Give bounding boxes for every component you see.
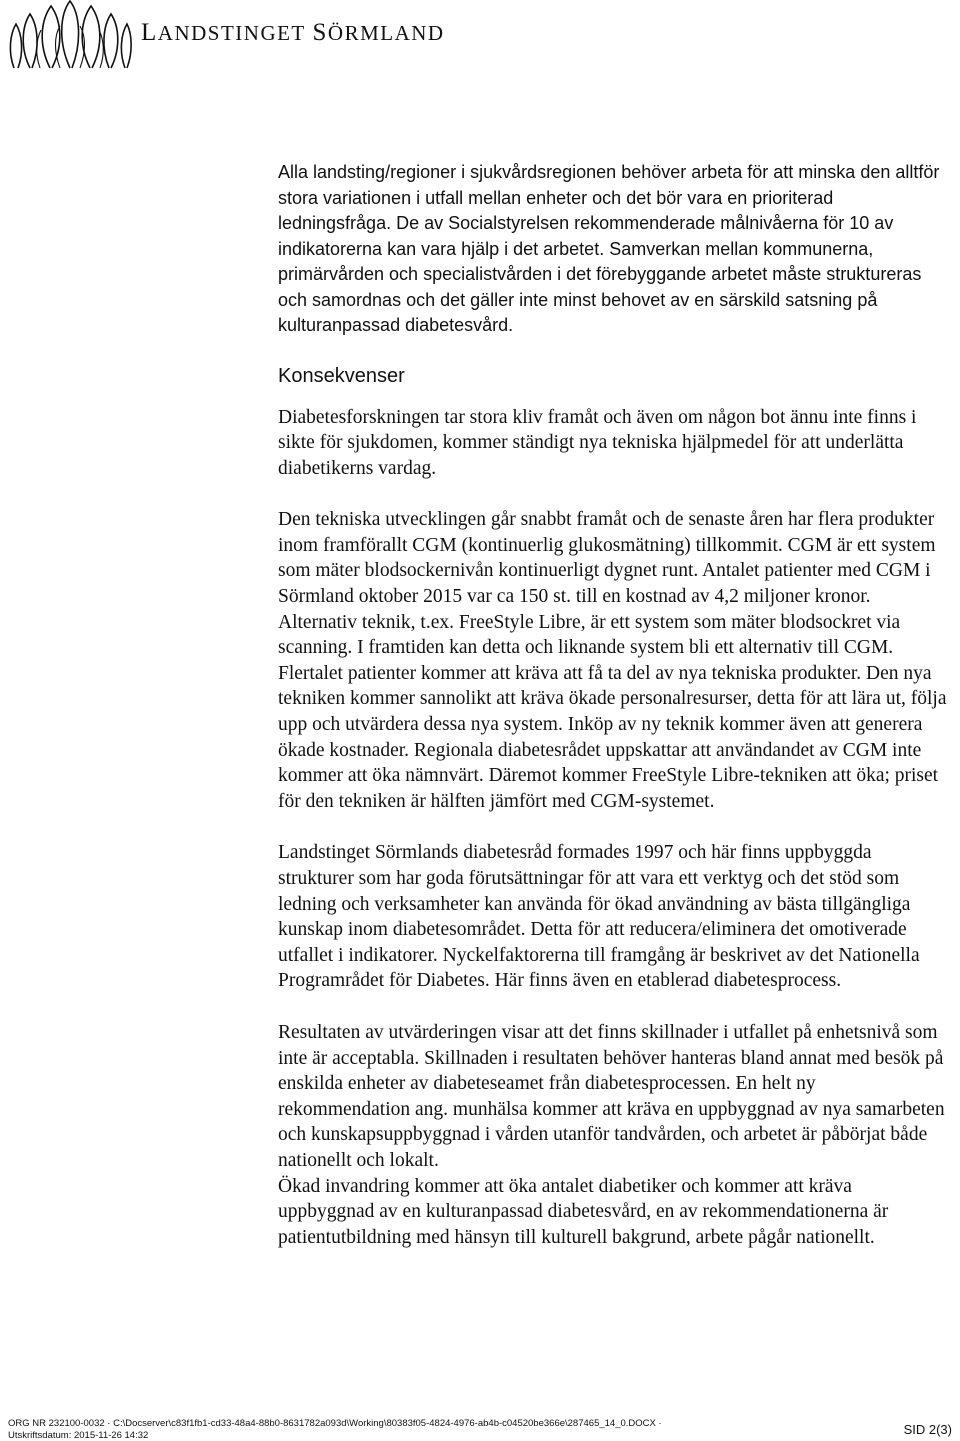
org-name-initial-2: S bbox=[312, 19, 328, 46]
document-path: ORG NR 232100-0032 · C:\Docserver\c83f1fb1-cd33-48a4-88b0-8631782a093d\Working\80383f05-4824-4976-ab4b-c04520be366e\287465_14_0.DOCX · bbox=[8, 1418, 662, 1429]
paragraph: Resultaten av utvärderingen visar att det finns skillnader i utfallet på enhetsnivå som inte är acceptabla. Skillnaden i resultaten behöver hanteras bland annat med besök på enskilda enheter av diabeteseamet från diabetesprocessen. En helt ny rekommendation ang. munhälsa kommer att kräva en uppbyggnad av nya samarbeten och kunskapsuppbyggnad i vården utanför tandvården, och arbetet är påbörjat både nationellt och lokalt. bbox=[278, 1021, 945, 1171]
organization-name bbox=[141, 19, 445, 47]
org-name-part-2: ÖRMLAND bbox=[327, 21, 445, 45]
paragraph: Ökad invandring kommer att öka antalet diabetiker och kommer att kräva uppbyggnad av en kulturanpassad diabetesvård, en av rekommendationerna är patientutbildning med hänsyn till kulturell bakgrund, arbete pågår nationellt. bbox=[278, 1175, 889, 1248]
page-footer bbox=[0, 1418, 960, 1440]
org-name-initial: L bbox=[141, 19, 158, 46]
paragraph: Landstinget Sörmlands diabetesråd formades 1997 och här finns uppbyggda strukturer som har goda förutsättningar för att vara ett verktyg och det stöd som ledning och verksamheter kan använda för ökad användning av bästa tillgängliga kunskap inom diabetesområdet. Detta för att reducera/eliminera det omotiverade utfallet i indikatorer. Nyckelfaktorerna till framgång är beskrivet av det Nationella Programrådet för Diabetes. Här finns även en etablerad diabetesprocess. bbox=[278, 842, 920, 992]
section-heading: Konsekvenser bbox=[278, 364, 405, 387]
paragraph: Diabetesforskningen tar stora kliv framåt och även om någon bot ännu inte finns i sikte för sjukdomen, kommer ständigt nya tekniska hjälpmedel för att underlätta diabetikerns vardag. bbox=[278, 406, 917, 479]
paragraph: Den tekniska utvecklingen går snabbt framåt och de senaste åren har flera produkter inom framförallt CGM (kontinuerlig glukosmätning) tillkommit. CGM är ett system som mäter blodsockernivån kontinuerligt dygnet runt. Antalet patienter med CGM i Sörmland oktober 2015 var ca 150 st. till en kostnad av 4,2 miljoner kronor. Alternativ teknik, t.ex. FreeStyle Libre, är ett system som mäter blodsockret via scanning. I framtiden kan detta och liknande system bli ett alternativ till CGM. Flertalet patienter kommer att kräva att få ta del av nya tekniska produkter. Den nya tekniken kommer sannolikt att kräva ökade personalresurser, detta för att lära ut, följa upp och utvärdera dessa nya system. Inköp av ny teknik kommer även att generera ökade kostnader. Regionala diabetesrådet uppskattar att användandet av CGM inte kommer att öka nämnvärt. Däremot kommer FreeStyle Libre-tekniken att öka; priset för den tekniken är hälften jämfört med CGM-systemet. bbox=[278, 509, 947, 812]
paragraph: Alla landsting/regioner i sjukvårdsregionen behöver arbeta för att minska den alltför stora variationen i utfall mellan enheter och det bör vara en prioriterad ledningsfråga. De av Socialstyrelsen rekommenderade målnivåerna för 10 av indikatorerna kan vara hjälp i det arbetet. Samverkan mellan kommunerna, primärvården och specialistvården i det förebyggande arbetet måste struktureras och samordnas och det gäller inte minst behovet av en särskild satsning på kulturanpassad diabetesvård. bbox=[278, 162, 940, 335]
page-header bbox=[8, 0, 948, 70]
print-date: Utskriftsdatum: 2015-11-26 14:32 bbox=[8, 1430, 149, 1441]
document-body bbox=[278, 160, 948, 1276]
page-number: SID 2(3) bbox=[903, 1422, 952, 1437]
landstinget-logo-icon bbox=[8, 0, 132, 70]
org-name-part: ANDSTINGET bbox=[157, 21, 306, 45]
